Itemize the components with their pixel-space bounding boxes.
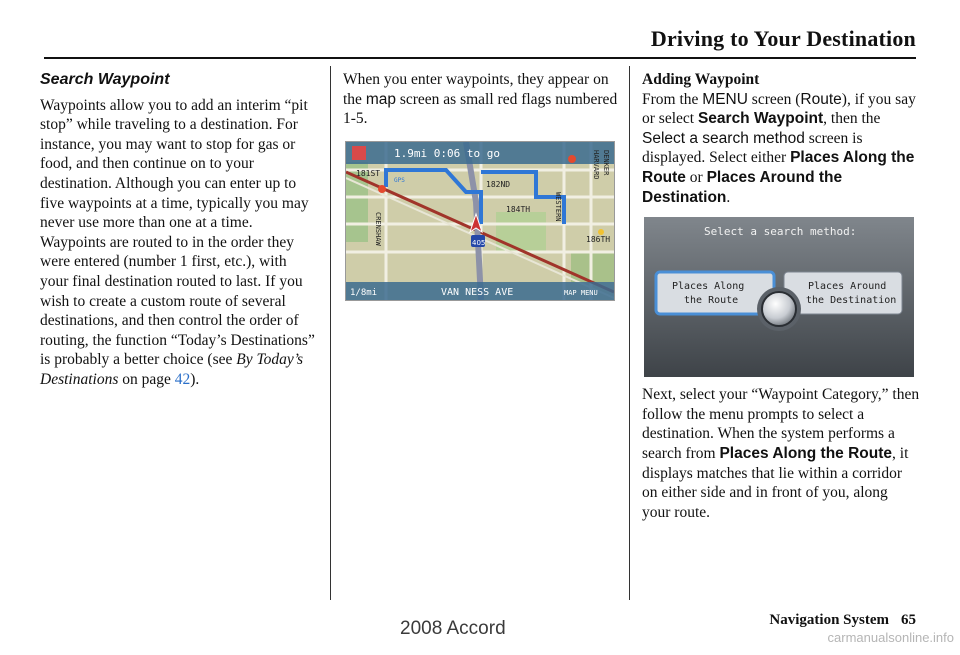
map-word: map bbox=[365, 90, 396, 108]
text-part: ), if you say or select bbox=[642, 90, 916, 128]
page-link[interactable]: 42 bbox=[174, 370, 191, 388]
adding-waypoint-paragraph bbox=[642, 90, 920, 208]
interstate-shield-text: 405 bbox=[472, 238, 486, 247]
places-along-term-2: Places Along the Route bbox=[719, 444, 893, 462]
btn-places-around-line1: Places Around bbox=[808, 281, 887, 293]
map-label-denker: DENKER bbox=[602, 149, 610, 176]
navigation-map-screenshot bbox=[345, 141, 615, 301]
places-around-term: Places Around the Destination bbox=[642, 168, 843, 206]
column-divider-2 bbox=[629, 66, 630, 600]
map-menu-text: MAP MENU bbox=[564, 288, 598, 297]
scale-text: 1/8mi bbox=[350, 287, 378, 298]
map-label-harvard: HARVARD bbox=[592, 149, 600, 180]
distance-text: 1.9mi 0:06 to go bbox=[394, 146, 500, 160]
btn-places-along-line1: Places Along bbox=[672, 281, 745, 293]
map-label-181st: 181ST bbox=[356, 168, 381, 178]
btn-places-along-line2: the Route bbox=[684, 295, 739, 307]
text-part: Next, select your “Waypoint Category,” then follow the menu prompts to select a destination. When the system performs a search from bbox=[642, 386, 920, 462]
column-divider-1 bbox=[330, 66, 331, 600]
section-title: Search Waypoint bbox=[40, 71, 170, 88]
select-method-term: Select a search method bbox=[642, 129, 805, 147]
next-paragraph bbox=[642, 385, 920, 522]
watermark bbox=[0, 618, 960, 655]
reference-text: By Today’s Destinations bbox=[40, 351, 303, 388]
page-title: Driving to Your Destination bbox=[650, 26, 916, 51]
gps-text: GPS bbox=[394, 176, 405, 184]
body-paragraph bbox=[40, 96, 318, 390]
search-method-drawing bbox=[644, 217, 914, 377]
street-name-text: VAN NESS AVE bbox=[441, 286, 514, 298]
watermark-model: 2008 Accord bbox=[400, 618, 506, 639]
btn-places-around-line2: the Destination bbox=[806, 295, 897, 307]
text-part: , it displays matches that lie within a corridor on either side and in front of you, along your route. bbox=[642, 444, 909, 521]
map-label-182nd: 182ND bbox=[486, 179, 511, 189]
places-along-term: Places Along the Route bbox=[642, 149, 915, 186]
on-page-text: on page bbox=[122, 370, 171, 388]
header-rule bbox=[44, 57, 916, 59]
search-method-screenshot bbox=[644, 217, 914, 377]
map-intro-text-1: When you enter waypoints, they appear on the bbox=[343, 71, 609, 108]
sub-title: Adding Waypoint bbox=[642, 71, 760, 88]
footer-label: Navigation System bbox=[769, 612, 889, 628]
screen-title: Select a search method: bbox=[704, 225, 857, 239]
map-label-crenshaw: CRENSHAW bbox=[374, 211, 382, 246]
column-right bbox=[642, 70, 920, 522]
column-left bbox=[40, 70, 318, 390]
text-part: screen ( bbox=[751, 90, 801, 108]
watermark-site: carmanualsonline.info bbox=[827, 630, 954, 645]
text-part: . bbox=[726, 188, 731, 206]
column-middle bbox=[343, 70, 619, 301]
route-word: Route bbox=[800, 90, 842, 108]
text-part: , then the bbox=[823, 110, 881, 128]
page-number: 65 bbox=[901, 612, 916, 628]
text-part: screen is displayed. Select either bbox=[642, 129, 863, 167]
map-intro-paragraph bbox=[343, 70, 619, 129]
map-label-186th: 186TH bbox=[586, 234, 611, 244]
map-label-western: WESTERN bbox=[554, 191, 562, 222]
text-part: From the bbox=[642, 90, 699, 108]
search-waypoint-term: Search Waypoint bbox=[697, 110, 824, 128]
map-drawing bbox=[346, 142, 614, 300]
body-text: Waypoints allow you to add an interim “pit stop” while traveling to a destination. For instance, you may want to stop for gas or food, and then continue on to your destination. Although you can enter up to five waypoints at a time, typically you may never use more than one at a time. Waypoints are routed to in the order they were entered (number 1 first, etc.), with your final destination routed to last. If you wish to create a custom route of several destinations, and then control the order of routing, the function “Today’s Destinations” is probably a better choice (see bbox=[40, 96, 315, 369]
menu-word: MENU bbox=[702, 90, 748, 108]
map-label-184th: 184TH bbox=[506, 204, 531, 214]
end-punct: ). bbox=[190, 370, 200, 388]
map-intro-text-2: screen as small red flags numbered 1-5. bbox=[343, 90, 618, 128]
or-word: or bbox=[689, 168, 703, 186]
